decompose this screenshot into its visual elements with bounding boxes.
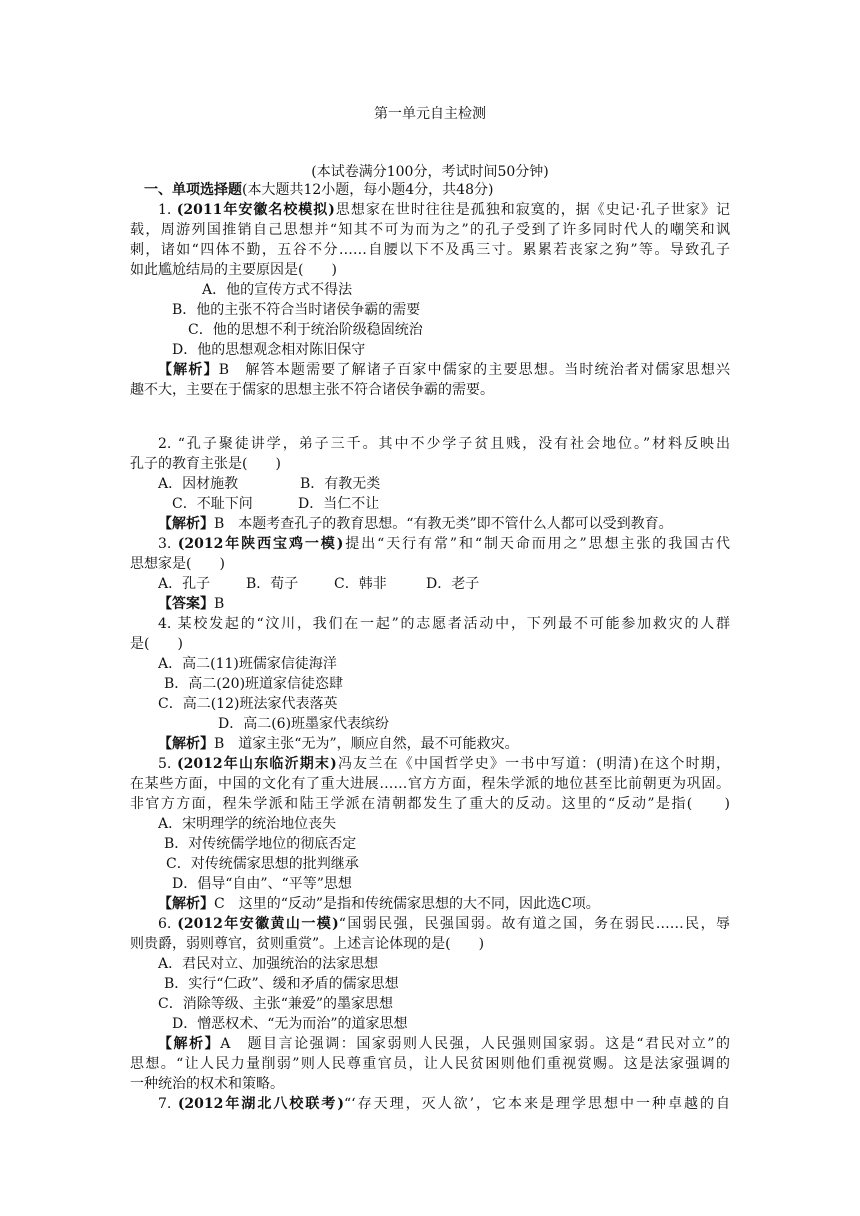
q3-explain-text-1: B — [214, 596, 225, 612]
q2-option-c: C．不耻下问 — [172, 496, 253, 512]
q6-source: (2012年安徽黄山一模) — [177, 916, 339, 932]
q5-option-c: C．对传统儒家思想的批判继承 — [166, 856, 359, 872]
q1-number: 1. — [158, 202, 172, 218]
q5-number: 5. — [158, 756, 172, 772]
q4-option-b: B．高二(20)班道家信徒恣肆 — [164, 676, 344, 692]
q5-explain-text-1: C 这里的“反动”是指和传统儒家思想的大不同，因此选C项。 — [214, 896, 600, 912]
q1-explain-text-1: B 解答本题需要了解诸子百家中儒家的主要思想。当时统治者对儒家思想兴 — [218, 362, 730, 378]
section-note: (本大题共12小题，每小题4分，共48分) — [242, 182, 494, 198]
q2-line-1 — [130, 434, 730, 454]
q6-explain-2: 思想。“让人民力量削弱”则人民尊重官员，让人民贫困则他们重视赏赐。这是法家强调的 — [130, 1056, 730, 1072]
q3-stem-2: 思想家是( ) — [130, 556, 225, 572]
q4-explain-1 — [130, 734, 758, 754]
q1-source: (2011年安徽名校模拟) — [176, 202, 335, 218]
q1-stem-3: 刺，诸如“四体不勤，五谷不分……自腰以下不及禹三寸。累累若丧家之狗”等。导致孔子 — [130, 242, 730, 258]
q6-explain-3: 一种统治的权术和策略。 — [130, 1076, 284, 1092]
q2-explain-1 — [130, 514, 758, 534]
q4-stem-1: 某校发起的“汶川，我们在一起”的志愿者活动中，下列最不可能参加救灾的人群 — [177, 616, 730, 632]
q6-explain-1 — [130, 1034, 730, 1054]
q4-option-c: C．高二(12)班法家代表落英 — [158, 696, 338, 712]
q3-source: (2012年陕西宝鸡一模) — [177, 536, 344, 552]
q4-option-a: A．高二(11)班儒家信徒海洋 — [158, 656, 337, 672]
q2-stem-1: “孔子聚徒讲学，弟子三千。其中不少学子贫且贱，没有社会地位。”材料反映出 — [177, 436, 730, 452]
q4-stem-2: 是( ) — [130, 636, 183, 652]
q2-option-a: A．因材施教 — [158, 476, 239, 492]
q5-explain-label: 【解析】 — [158, 896, 214, 912]
q1-stem-1: 思想家在世时往往是孤独和寂寞的，据《史记·孔子世家》记 — [334, 202, 730, 218]
q6-line-1 — [130, 914, 730, 934]
q5-stem-2: 在某些方面，中国的文化有了重大进展……官方方面，程朱学派的地位甚至比前朝更为巩固。 — [130, 776, 730, 792]
q6-option-a: A．君民对立、加强统治的法家思想 — [158, 956, 379, 972]
q3-option-d: D．老子 — [426, 576, 480, 592]
q4-line-1 — [130, 614, 730, 634]
q5-stem-3: 非官方方面，程朱学派和陆王学派在清朝都发生了重大的反动。这里的“反动”是指( ) — [130, 796, 730, 812]
q3-line-1 — [130, 534, 730, 554]
q3-stem-1: 提出“天行有常”和“制天命而用之”思想主张的我国古代 — [343, 536, 730, 552]
q1-stem-4: 如此尴尬结局的主要原因是( ) — [130, 262, 337, 278]
q1-option-b: B．他的主张不符合当时诸侯争霸的需要 — [172, 302, 421, 318]
q6-option-c: C．消除等级、主张“兼爱”的墨家思想 — [158, 996, 394, 1012]
q1-explain-label: 【解析】 — [158, 362, 219, 378]
q3-number: 3. — [158, 536, 172, 552]
q3-option-c: C．韩非 — [334, 576, 387, 592]
q7-source: (2012年湖北八校联考) — [177, 1096, 345, 1112]
q5-line-1 — [130, 754, 730, 774]
q3-option-a: A．孔子 — [158, 576, 211, 592]
q2-stem-2: 孔子的教育主张是( ) — [130, 456, 281, 472]
q1-option-d: D．他的思想观念相对陈旧保守 — [172, 342, 366, 358]
q5-option-b: B．对传统儒学地位的彻底否定 — [164, 836, 357, 852]
q7-line-1 — [130, 1094, 730, 1114]
exam-info: (本试卷满分100分，考试时间50分钟) — [311, 164, 549, 180]
q6-option-d: D．憎恶权术、“无为而治”的道家思想 — [172, 1016, 408, 1032]
section-heading — [130, 180, 744, 200]
q1-option-a: A．他的宣传方式不得法 — [202, 282, 353, 298]
q6-option-b: B．实行“仁政”、缓和矛盾的儒家思想 — [164, 976, 399, 992]
q1-explain-1 — [130, 360, 730, 380]
q5-option-a: A．宋明理学的统治地位丧失 — [158, 816, 337, 832]
q3-explain-label: 【答案】 — [158, 596, 214, 612]
q4-explain-text-1: B 道家主张“无为”，顺应自然，最不可能救灾。 — [214, 736, 519, 752]
q6-explain-text-1: A 题目言论强调：国家弱则人民强，人民强则国家弱。这是“君民对立”的 — [220, 1036, 730, 1052]
q2-option-b: B．有教无类 — [300, 476, 381, 492]
q5-source: (2012年山东临沂期末) — [177, 756, 337, 772]
q2-explain-text-1: B 本题考查孔子的教育思想。“有教无类”即不管什么人都可以受到教育。 — [214, 516, 673, 532]
q6-number: 6. — [158, 916, 172, 932]
q2-explain-label: 【解析】 — [158, 516, 214, 532]
page-title: 第一单元自主检测 — [374, 106, 486, 122]
q5-stem-1: 冯友兰在《中国哲学史》一书中写道：(明清)在这个时期， — [336, 756, 730, 772]
q3-option-b: B．荀子 — [246, 576, 299, 592]
q2-option-d: D．当仁不让 — [298, 496, 380, 512]
q6-stem-2: 则贵爵，弱则尊官，贫则重赏”。上述言论体现的是( ) — [130, 936, 485, 952]
q3-explain-1 — [130, 594, 758, 614]
q4-option-d: D．高二(6)班墨家代表缤纷 — [218, 716, 390, 732]
q4-number: 4. — [158, 616, 172, 632]
q7-stem-1: “‘存天理，灭人欲’，它本来是理学思想中一种卓越的自 — [344, 1096, 730, 1112]
q5-explain-1 — [130, 894, 758, 914]
q6-stem-1: “国弱民强，民强国弱。故有道之国，务在弱民……民，辱 — [338, 916, 730, 932]
q5-option-d: D．倡导“自由”、“平等”思想 — [172, 876, 352, 892]
section-heading-label: 一、单项选择题 — [144, 182, 242, 198]
q6-explain-label: 【解析】 — [158, 1036, 221, 1052]
q1-stem-2: 载，周游列国推销自己思想并“知其不可为而为之”的孔子受到了许多同时代人的嘲笑和讽 — [130, 222, 730, 238]
q1-line-1 — [130, 200, 730, 220]
q2-number: 2. — [158, 436, 172, 452]
q1-option-c: C．他的思想不利于统治阶级稳固统治 — [188, 322, 423, 338]
q4-explain-label: 【解析】 — [158, 736, 214, 752]
q1-explain-2: 趣不大，主要在于儒家的思想主张不符合诸侯争霸的需要。 — [130, 382, 494, 398]
q7-number: 7. — [158, 1096, 172, 1112]
